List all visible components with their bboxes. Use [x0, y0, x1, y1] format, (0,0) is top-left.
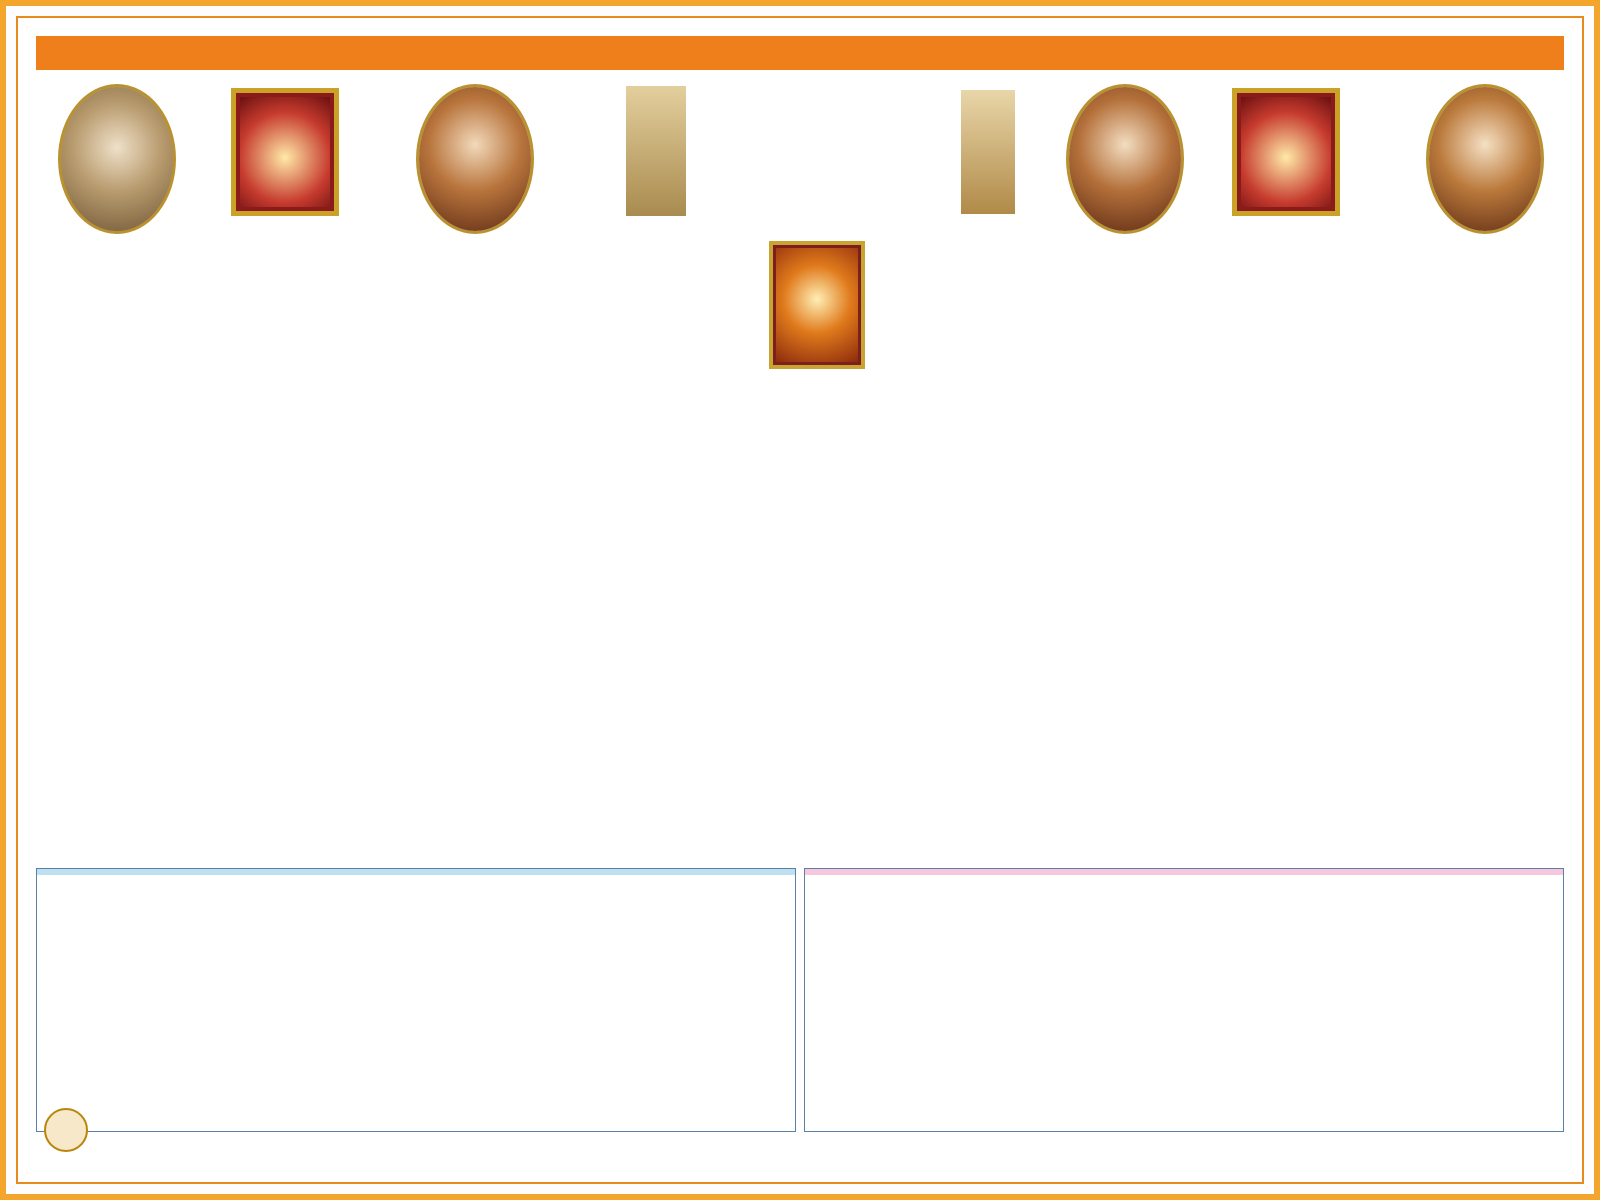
laxminarayan-dev-table-heading: [805, 869, 1563, 875]
shree-laxminarayan-dev-vadtal: [1232, 88, 1340, 216]
acharya-raghuvirji-portrait: [1426, 84, 1544, 234]
poster-footer: [36, 1100, 1564, 1174]
poster-title-bar: [36, 36, 1564, 70]
narnarayan-dev-table-heading: [37, 869, 795, 875]
acharya-ayodhyaprasadji-portrait: [58, 84, 176, 234]
lineage-chart: [36, 242, 1564, 862]
poster-inner: [16, 16, 1584, 1184]
acharya-timeline-tables: [36, 868, 1564, 1132]
shree-narnarayan-dev-ahmedabad: [231, 88, 339, 216]
acharya-rakeshprasadji-portrait: [1066, 84, 1184, 234]
narnarayan-dev-table-wrap: [36, 868, 796, 1132]
dharmadev-figure: [626, 86, 686, 216]
top-portrait-strip: [36, 76, 1564, 241]
sanstha-logo: [44, 1108, 88, 1152]
acharya-koshalendraprasadji-portrait: [416, 84, 534, 234]
bhaktimata-figure: [961, 90, 1015, 214]
laxminarayan-dev-table-wrap: [804, 868, 1564, 1132]
lord-swaminarayan-image: [769, 241, 865, 369]
